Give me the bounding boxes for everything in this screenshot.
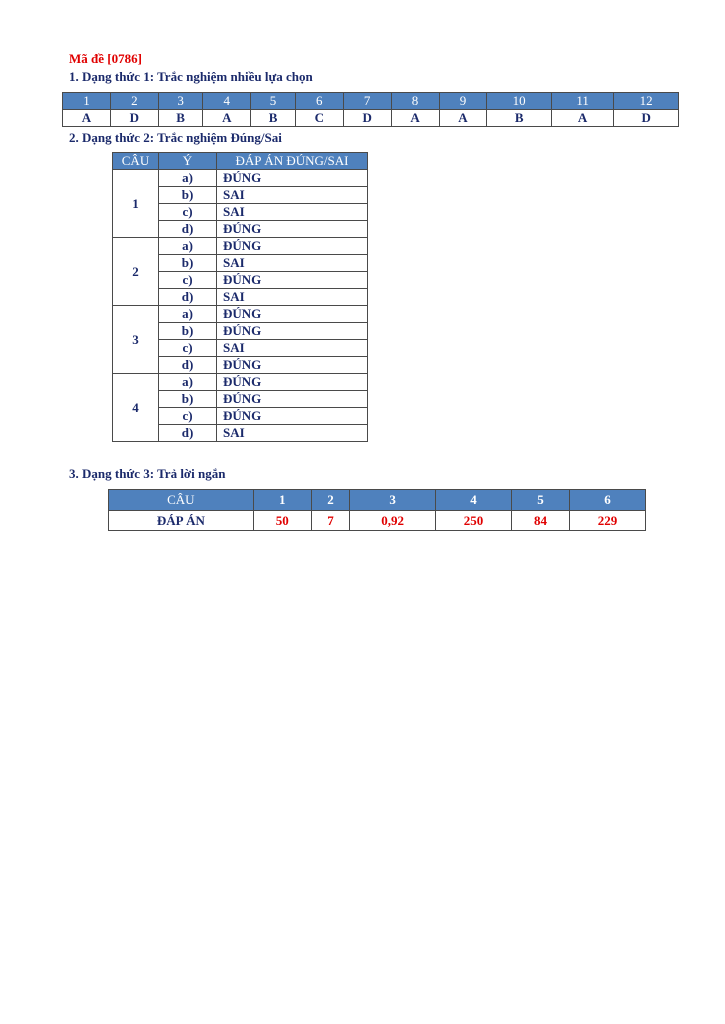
mcq-answer: D bbox=[614, 110, 679, 127]
mcq-question-number: 1 bbox=[63, 93, 111, 110]
tf-row bbox=[113, 306, 368, 323]
mcq-question-number: 2 bbox=[110, 93, 158, 110]
tf-answer: ĐÚNG bbox=[217, 170, 368, 187]
mcq-question-row bbox=[63, 93, 679, 110]
mcq-answer: D bbox=[343, 110, 391, 127]
tf-statement-label: a) bbox=[159, 170, 217, 187]
mcq-question-number: 9 bbox=[439, 93, 487, 110]
mcq-answer: B bbox=[487, 110, 552, 127]
tf-answer: SAI bbox=[217, 340, 368, 357]
exam-code: Mã đề [0786] bbox=[69, 51, 142, 66]
mcq-answer-row bbox=[63, 110, 679, 127]
tf-answer: SAI bbox=[217, 425, 368, 442]
tf-statement-label: c) bbox=[159, 204, 217, 221]
tf-answer: ĐÚNG bbox=[217, 374, 368, 391]
sa-question-number: 3 bbox=[350, 490, 436, 511]
tf-statement-label: b) bbox=[159, 187, 217, 204]
sa-answer: 250 bbox=[436, 511, 512, 531]
tf-answer: SAI bbox=[217, 255, 368, 272]
tf-statement-label: c) bbox=[159, 272, 217, 289]
tf-row bbox=[113, 374, 368, 391]
section2-heading: 2. Dạng thức 2: Trắc nghiệm Đúng/Sai bbox=[69, 130, 282, 145]
tf-statement-label: a) bbox=[159, 374, 217, 391]
tf-question-number: 2 bbox=[113, 238, 159, 306]
mcq-question-number: 8 bbox=[391, 93, 439, 110]
sa-question-number: 6 bbox=[570, 490, 646, 511]
short-answer-table bbox=[108, 489, 646, 531]
mcq-question-number: 7 bbox=[343, 93, 391, 110]
mcq-question-number: 3 bbox=[158, 93, 203, 110]
sa-question-number: 4 bbox=[436, 490, 512, 511]
tf-question-number: 1 bbox=[113, 170, 159, 238]
tf-answer: SAI bbox=[217, 187, 368, 204]
mcq-answer: D bbox=[110, 110, 158, 127]
sa-answer: 0,92 bbox=[350, 511, 436, 531]
tf-header-answer: ĐÁP ÁN ĐÚNG/SAI bbox=[217, 153, 368, 170]
tf-statement-label: d) bbox=[159, 425, 217, 442]
tf-row bbox=[113, 238, 368, 255]
tf-header-y: Ý bbox=[159, 153, 217, 170]
tf-statement-label: b) bbox=[159, 391, 217, 408]
tf-question-number: 3 bbox=[113, 306, 159, 374]
tf-statement-label: c) bbox=[159, 408, 217, 425]
tf-answer: ĐÚNG bbox=[217, 272, 368, 289]
mcq-question-number: 6 bbox=[295, 93, 343, 110]
section1-heading: 1. Dạng thức 1: Trắc nghiệm nhiều lựa chọn bbox=[69, 69, 313, 84]
tf-statement-label: d) bbox=[159, 221, 217, 238]
mcq-answer: A bbox=[551, 110, 613, 127]
mcq-answer: A bbox=[439, 110, 487, 127]
mcq-question-number: 5 bbox=[251, 93, 296, 110]
tf-statement-label: d) bbox=[159, 289, 217, 306]
sa-question-number: 1 bbox=[253, 490, 311, 511]
tf-answer: SAI bbox=[217, 289, 368, 306]
mcq-question-number: 10 bbox=[487, 93, 552, 110]
mcq-answer: B bbox=[158, 110, 203, 127]
mcq-answer-table bbox=[62, 92, 679, 127]
tf-answer: ĐÚNG bbox=[217, 357, 368, 374]
tf-answer: ĐÚNG bbox=[217, 306, 368, 323]
mcq-answer: A bbox=[391, 110, 439, 127]
mcq-question-number: 12 bbox=[614, 93, 679, 110]
tf-answer: ĐÚNG bbox=[217, 323, 368, 340]
sa-answer: 84 bbox=[511, 511, 569, 531]
mcq-question-number: 4 bbox=[203, 93, 251, 110]
tf-statement-label: b) bbox=[159, 323, 217, 340]
tf-answer: ĐÚNG bbox=[217, 238, 368, 255]
true-false-table bbox=[112, 152, 368, 442]
tf-answer: ĐÚNG bbox=[217, 408, 368, 425]
section3-heading: 3. Dạng thức 3: Trả lời ngắn bbox=[69, 466, 226, 481]
tf-statement-label: a) bbox=[159, 306, 217, 323]
tf-statement-label: b) bbox=[159, 255, 217, 272]
mcq-answer: B bbox=[251, 110, 296, 127]
sa-answer: 50 bbox=[253, 511, 311, 531]
sa-header-cau: CÂU bbox=[109, 490, 254, 511]
mcq-answer: A bbox=[63, 110, 111, 127]
tf-question-number: 4 bbox=[113, 374, 159, 442]
tf-header-cau: CÂU bbox=[113, 153, 159, 170]
mcq-answer: A bbox=[203, 110, 251, 127]
tf-row bbox=[113, 170, 368, 187]
sa-answer: 229 bbox=[570, 511, 646, 531]
sa-question-number: 5 bbox=[511, 490, 569, 511]
tf-answer: ĐÚNG bbox=[217, 391, 368, 408]
mcq-question-number: 11 bbox=[551, 93, 613, 110]
tf-answer: SAI bbox=[217, 204, 368, 221]
mcq-answer: C bbox=[295, 110, 343, 127]
sa-answer: 7 bbox=[311, 511, 349, 531]
tf-answer: ĐÚNG bbox=[217, 221, 368, 238]
sa-question-number: 2 bbox=[311, 490, 349, 511]
tf-statement-label: d) bbox=[159, 357, 217, 374]
sa-label-answer: ĐÁP ÁN bbox=[109, 511, 254, 531]
tf-statement-label: a) bbox=[159, 238, 217, 255]
tf-statement-label: c) bbox=[159, 340, 217, 357]
